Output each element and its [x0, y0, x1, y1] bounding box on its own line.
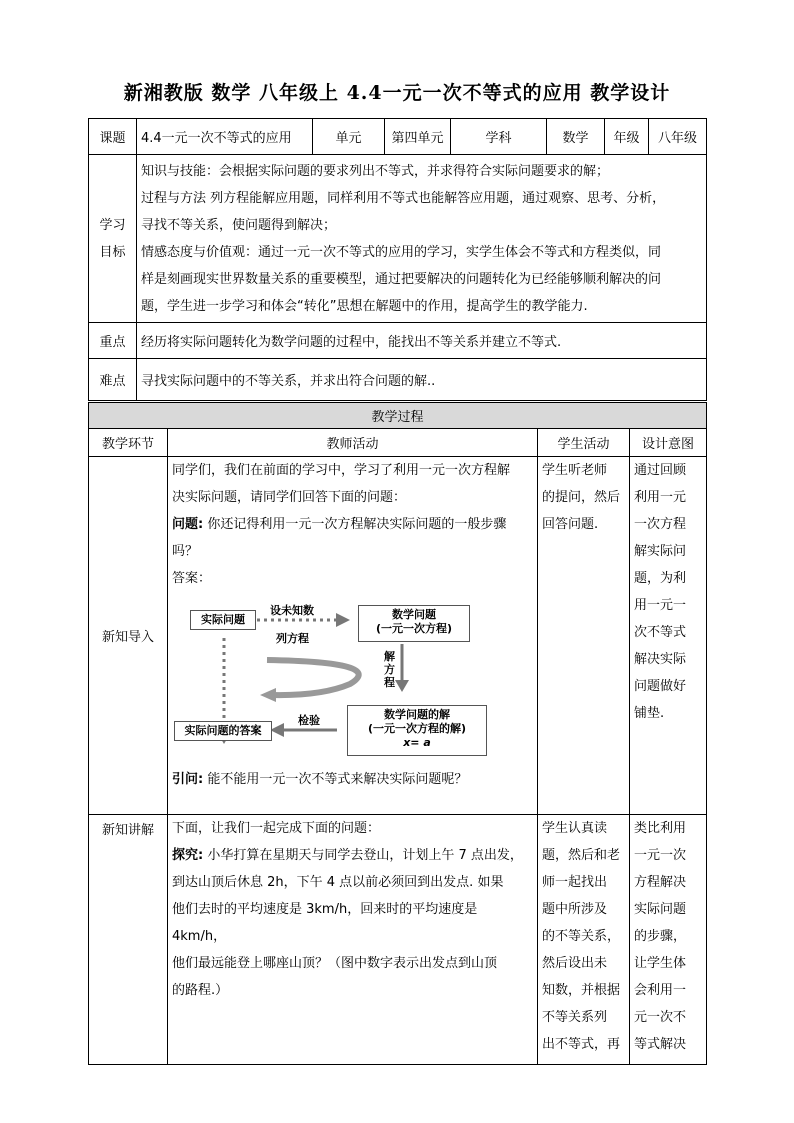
- answer-label: 答案：: [172, 571, 212, 586]
- key-point-label: 重点: [89, 323, 137, 359]
- intent-line: 题，为利: [634, 571, 687, 586]
- right-arrow-head: [336, 613, 350, 627]
- teacher-line: 决实际问题，请同学们回答下面的问题：: [172, 490, 407, 505]
- intent-line: 利用一元: [634, 490, 687, 505]
- intent-line: 通过回顾: [634, 463, 687, 478]
- student-line: 学生认真读: [542, 821, 608, 836]
- intent-line: 解实际问: [634, 544, 687, 559]
- section1-intent: [630, 457, 707, 815]
- unit-label: 单元: [313, 119, 385, 155]
- intent-line: 元一次不: [634, 1010, 687, 1025]
- subject-value: 数学: [547, 119, 605, 155]
- curved-arrow: [267, 660, 359, 695]
- objectives-label-line2: 目标: [99, 244, 126, 260]
- real-problem-box: 实际问题: [190, 610, 256, 630]
- unit-value: 第四单元: [385, 119, 451, 155]
- explore-line: [172, 842, 533, 869]
- difficulty-text: 寻找实际问题中的不等关系，并求出符合问题的解..: [137, 359, 707, 401]
- subject-label: 学科: [451, 119, 547, 155]
- course-value: 4.4一元一次不等式的应用: [137, 119, 313, 155]
- section1-teacher: [168, 457, 538, 815]
- lesson-info-table: [88, 118, 707, 401]
- key-point-text: 经历将实际问题转化为数学问题的过程中，能找出不等关系并建立不等式.: [137, 323, 707, 359]
- teacher-line: 同学们，我们在前面的学习中，学习了利用一元一次方程解: [172, 463, 511, 478]
- explore-line: 他们最远能登上哪座山顶？（图中数字表示出发点到山顶: [172, 956, 498, 971]
- explore-line: 到达山顶后休息 2h，下午 4 点以前必须回到出发点. 如果: [172, 875, 504, 890]
- student-line: 题中所涉及: [542, 902, 608, 917]
- explore-line: 4km/h，: [172, 929, 227, 944]
- intent-line: 次不等式: [634, 625, 687, 640]
- check-label: 检验: [298, 714, 320, 727]
- intent-line: 一元一次: [634, 848, 687, 863]
- section1-stage: 新知导入: [89, 457, 168, 815]
- intent-line: 的步骤，: [634, 929, 687, 944]
- student-line: 师一起找出: [542, 875, 608, 890]
- document-title: 新湘教版 数学 八年级上 4.4一元一次不等式的应用 教学设计: [123, 82, 671, 104]
- student-line: 知数，并根据: [542, 983, 621, 998]
- objective-line: 寻找不等关系，使问题得到解决；: [141, 217, 337, 233]
- objective-line: 过程与方法 列方程能解应用题，同样利用不等式也能解答应用题，通过观察、思考、分析，: [141, 190, 666, 206]
- solve-label: 解方程: [384, 650, 395, 689]
- objectives-label-line1: 学习: [99, 217, 126, 233]
- grade-label: 年级: [605, 119, 649, 155]
- math-solution-sub: (一元一次方程的解): [367, 722, 467, 735]
- explore-label: 探究:: [172, 848, 204, 863]
- curved-arrow-head: [260, 688, 276, 702]
- student-line: 的不等关系，: [542, 929, 621, 944]
- solution-steps-diagram: [172, 592, 502, 760]
- lead-question-line: [172, 766, 533, 793]
- math-problem-text: 数学问题: [392, 608, 436, 621]
- intent-line: 会利用一: [634, 983, 687, 998]
- student-line: 题，然后和老: [542, 848, 621, 863]
- objective-line: 情感态度与价值观：通过一元一次不等式的应用的学习，实学生体会不等式和方程类似，同: [141, 244, 662, 260]
- teaching-process-table: [88, 402, 707, 1065]
- intent-line: 类比利用: [634, 821, 687, 836]
- difficulty-label: 难点: [89, 359, 137, 401]
- student-line: 不等关系列: [542, 1010, 608, 1025]
- col-teacher: 教师活动: [168, 429, 538, 457]
- math-problem-sub: (一元一次方程): [375, 622, 453, 635]
- intent-line: 一次方程: [634, 517, 687, 532]
- lead-label: 引问:: [172, 772, 204, 787]
- math-solution-eq: x= a: [403, 736, 431, 749]
- question-text: 你还记得利用一元一次方程解决实际问题的一般步骤: [203, 517, 507, 532]
- intent-line: 铺垫.: [634, 706, 665, 721]
- section2-stage: 新知讲解: [89, 815, 168, 1065]
- process-heading: 教学过程: [89, 403, 707, 429]
- section1-student: [538, 457, 630, 815]
- col-intent: 设计意图: [630, 429, 707, 457]
- student-line: 的提问，然后: [542, 490, 621, 505]
- explore-text: 小华打算在星期天与同学去登山，计划上午 7 点出发，: [203, 848, 523, 863]
- course-label: 课题: [89, 119, 137, 155]
- intent-line: 等式解决: [634, 1037, 687, 1052]
- student-line: 出不等式，再: [542, 1037, 621, 1052]
- intent-line: 让学生体: [634, 956, 687, 971]
- intent-line: 实际问题: [634, 902, 687, 917]
- objectives-text: [137, 155, 707, 323]
- list-equation-label: 列方程: [276, 632, 309, 645]
- math-solution-box: [347, 705, 487, 756]
- student-line: 然后设出未: [542, 956, 608, 971]
- section2-intent: [630, 815, 707, 1065]
- set-unknown-label: 设未知数: [270, 604, 314, 617]
- objective-line: 样是刻画现实世界数量关系的重要模型，通过把要解决的问题转化为已经能够顺利解决的问: [141, 271, 662, 287]
- explore-line: 他们去时的平均速度是 3km/h，回来时的平均速度是: [172, 902, 478, 917]
- intent-line: 解决实际: [634, 652, 687, 667]
- real-answer-box: 实际问题的答案: [174, 721, 272, 741]
- lead-text: 能不能用一元一次不等式来解决实际问题呢？: [203, 772, 468, 787]
- question-cont: 吗？: [172, 544, 199, 559]
- left-arrow-head: [270, 723, 284, 737]
- objectives-label: [89, 155, 137, 323]
- objective-line: 知识与技能：会根据实际问题的要求列出不等式，并求得符合实际问题要求的解；: [141, 163, 610, 179]
- math-solution-text: 数学问题的解: [384, 708, 450, 721]
- section2-teacher: [168, 815, 538, 1065]
- question-label: 问题:: [172, 517, 204, 532]
- intent-line: 问题做好: [634, 679, 687, 694]
- objective-line: 题，学生进一步学习和体会“转化”思想在解题中的作用，提高学生的教学能力.: [141, 298, 588, 314]
- teacher-line: 下面，让我们一起完成下面的问题：: [172, 821, 381, 836]
- intent-line: 方程解决: [634, 875, 687, 890]
- col-student: 学生活动: [538, 429, 630, 457]
- question-line: [172, 511, 533, 538]
- student-line: 学生听老师: [542, 463, 608, 478]
- explore-line: 的路程.）: [172, 983, 229, 998]
- intent-line: 用一元一: [634, 598, 687, 613]
- student-line: 回答问题.: [542, 517, 599, 532]
- math-problem-box: [358, 605, 470, 642]
- col-stage: 教学环节: [89, 429, 168, 457]
- grade-value: 八年级: [649, 119, 707, 155]
- section2-student: [538, 815, 630, 1065]
